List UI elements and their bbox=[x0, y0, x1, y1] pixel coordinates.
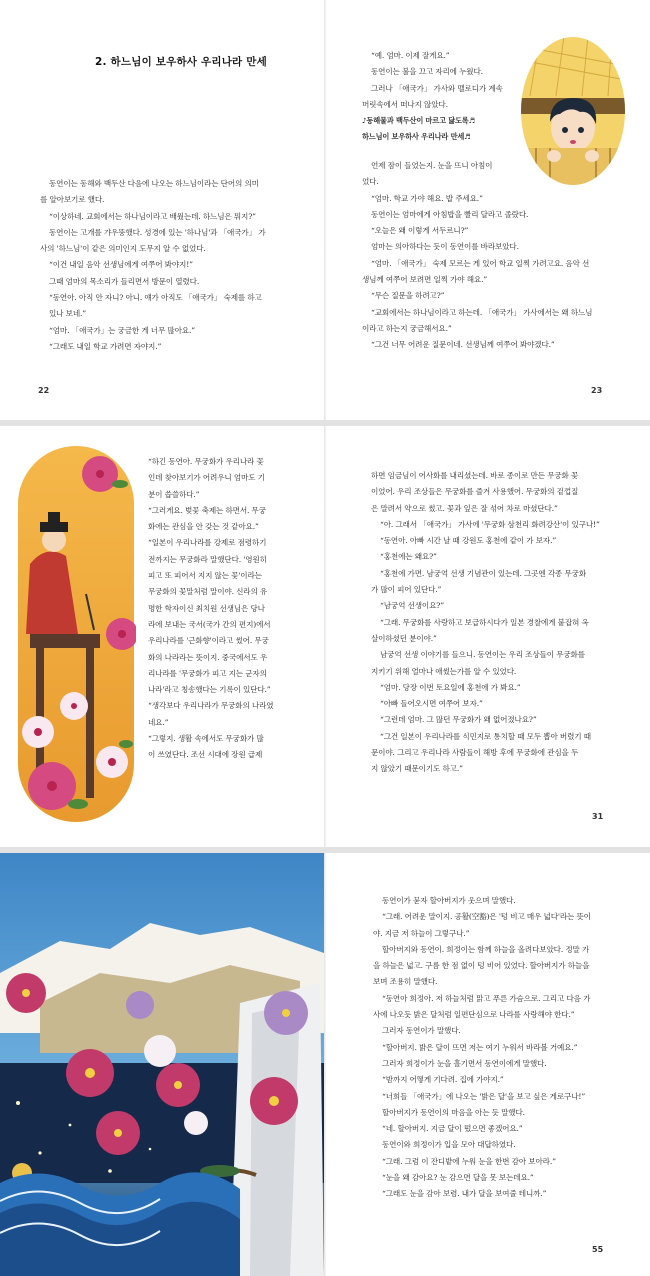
paragraph: 화에는 관심을 안 갖는 것 같아요.” bbox=[148, 522, 259, 532]
paragraph: “눈을 왜 감아요? 눈 감으면 달을 못 보는데요.” bbox=[382, 1173, 534, 1183]
paragraph: 리나라를 '무궁화가 피고 지는 군자의 bbox=[148, 668, 267, 678]
paragraph: 동연이는 엄마에게 아침밥을 빨리 달라고 졸랐다. bbox=[371, 209, 529, 219]
paragraph: 분이 씁쓸하다.” bbox=[148, 489, 200, 499]
paragraph: “일본이 우리나라를 강제로 점령하기 bbox=[148, 538, 267, 548]
mugunghwa-scholar-illustration bbox=[16, 444, 136, 826]
paragraph: “그래. 그럼 이 잔디밭에 누워 눈을 한번 감아 보아라.” bbox=[382, 1156, 556, 1166]
page-23-body-continued bbox=[362, 158, 592, 354]
paragraph: 라에 보내는 국서(국가 간의 편지)에서 bbox=[148, 619, 271, 629]
paragraph: 그때 엄마의 목소리가 들리면서 방문이 열렸다. bbox=[49, 276, 200, 286]
paragraph: 보며 조용히 말했다. bbox=[373, 977, 438, 987]
page-number: 22 bbox=[38, 386, 50, 395]
paragraph: 살이하셨던 분이야.” bbox=[371, 633, 437, 643]
paragraph: 은 말려서 약으로 썼고. 꽃과 잎은 잘 섞어 차로 마셨단다.” bbox=[371, 503, 558, 513]
paragraph: “엄마. 「애국가」는 궁금한 게 너무 많아요.” bbox=[49, 325, 195, 335]
paragraph: “밤까지 어떻게 기다려. 집에 가야지.” bbox=[382, 1075, 504, 1085]
paragraph: “그건 너무 어려운 질문이네. 선생님께 여쭈어 봐야겠다.” bbox=[371, 340, 555, 350]
paragraph: “이건 내일 음악 선생님에게 여쭈어 봐야지!” bbox=[49, 260, 193, 270]
paragraph: 동연이는 불을 끄고 자리에 누웠다. bbox=[371, 67, 483, 77]
paragraph: 우리나라를 '근화향'이라고 썼어. 무궁 bbox=[148, 636, 269, 646]
paragraph: “이상하네. 교회에서는 하나님이라고 배웠는데. 하느님은 뭐지?” bbox=[49, 211, 256, 221]
paragraph: “동연아 희정아. 저 하늘처럼 맑고 푸른 가슴으로. 그리고 다음 가 bbox=[382, 993, 591, 1003]
paragraph: “예. 엄마. 이제 잘게요.” bbox=[371, 51, 450, 60]
paragraph: “할아버지. 밝은 달이 뜨면 저는 여기 누워서 바라볼 거예요.” bbox=[382, 1042, 578, 1052]
spread-pages-54-55 bbox=[0, 853, 650, 1276]
paragraph: 인데 찾아보기가 어려우니 엄마도 기 bbox=[148, 473, 265, 483]
page-number: 23 bbox=[591, 386, 603, 395]
paragraph: “네. 할아버지. 지금 달이 떴으면 좋겠어요.” bbox=[382, 1124, 523, 1134]
page-23-body bbox=[362, 48, 503, 146]
paragraph: 지키기 위해 얼마나 애썼는가를 알 수 있었다. bbox=[371, 666, 517, 676]
paragraph: “너희들 「애국가」에 나오는 '밝은 달'을 보고 싶은 게로구나!” bbox=[382, 1091, 586, 1101]
paragraph: “그렇지. 생활 속에서도 무궁화가 많 bbox=[148, 734, 264, 744]
boy-in-bed-illustration bbox=[520, 36, 626, 186]
spread-pages-22-23 bbox=[0, 0, 650, 420]
paragraph: “생각보다 우리나라가 무궁화의 나라였 bbox=[148, 701, 274, 711]
paragraph: 을 하늘은 넓고. 구름 한 점 없이 텅 비어 있었다. 할아버지가 하늘을 bbox=[373, 961, 590, 971]
paragraph: 그러자 동연이가 말했다. bbox=[382, 1026, 461, 1036]
paragraph: 그러나 「애국가」 가사와 멜로디가 계속 bbox=[371, 83, 503, 93]
paragraph: “홍천에 가면. 남궁억 선생 기념관이 있는데. 그곳엔 각종 무궁화 bbox=[380, 568, 587, 578]
paragraph: 무궁화의 꽃말처럼 말이야. 신라의 유 bbox=[148, 587, 268, 597]
paragraph: 야. 지금 저 하늘이 그렇구나.” bbox=[373, 928, 470, 938]
paragraph: 남궁억 선생 이야기를 들으니. 동연이는 우리 조상들이 무궁화를 bbox=[380, 650, 585, 660]
paragraph: 문이야. 그리고 우리나라 사람들이 해방 후에 무궁화에 관심을 두 bbox=[371, 748, 579, 758]
paragraph: 이라고 하는지 궁금해서요.” bbox=[362, 323, 452, 333]
paragraph: “동연아. 아직 안 자니? 아니. 얘가 아직도 「애국가」 숙제를 하고 bbox=[49, 293, 262, 303]
paragraph: “그런데 엄마. 그 많던 무궁화가 왜 없어졌나요?” bbox=[380, 715, 537, 725]
paragraph: 사에 나오듯 밝은 달처럼 일편단심으로 나라를 사랑해야 한다.” bbox=[373, 1010, 575, 1020]
song-lyric: ♪동해물과 백두산이 마르고 닳도록♬ bbox=[362, 116, 475, 126]
paragraph: “엄마. 당장 이번 토요일에 홍천에 가 봐요.” bbox=[380, 682, 521, 692]
paragraph: “그래도 눈을 감아 보렴. 내가 달을 보여줄 테니까.” bbox=[382, 1189, 547, 1199]
paragraph: 할아버지와 동연이. 희정이는 함께 하늘을 올려다보았다. 정말 가 bbox=[382, 944, 590, 954]
paragraph: “그래도 내일 학교 가려면 자야지.” bbox=[49, 341, 162, 351]
paragraph: “그건 일본이 우리나라를 식민지로 통치할 때 모두 뽑아 버렸기 때 bbox=[380, 731, 591, 741]
song-lyric: 하느님이 보우하사 우리나라 만세♬ bbox=[362, 132, 471, 142]
paragraph: “아. 그래서 「애국가」 가사에 '무궁화 삼천리 화려강산'이 있구나!” bbox=[380, 519, 600, 529]
page-22-body bbox=[40, 176, 266, 355]
paragraph: 나라'라고 칭송했다는 기록이 있단다.” bbox=[148, 685, 271, 695]
paragraph: 이었어. 우리 조상들은 무궁화를 즐겨 사용했어. 무궁화의 겉껍질 bbox=[371, 487, 579, 497]
paragraph: 동연이는 동해와 백두산 다음에 나오는 하느님이라는 단어의 의미 bbox=[49, 179, 259, 188]
paragraph: 언제 잠이 들었는지. 눈을 뜨니 아침이 bbox=[371, 161, 493, 170]
paragraph: 머릿속에서 떠나지 않았다. bbox=[362, 99, 448, 109]
page-number: 31 bbox=[592, 812, 604, 821]
spread-pages-30-31 bbox=[0, 426, 650, 847]
paragraph: 사의 '하느님'이 같은 의미인지 도무지 알 수 없었다. bbox=[40, 244, 206, 254]
paragraph: 를 알아보기로 했다. bbox=[40, 195, 105, 205]
paragraph: 이 쓰였단다. 조선 시대에 장원 급제 bbox=[148, 750, 263, 760]
paragraph: 하면 임금님이 어사화를 내리셨는데. 바로 종이로 만든 무궁화 꽃 bbox=[371, 471, 579, 480]
page-30-body bbox=[148, 454, 274, 764]
chapter-title: 2. 하느님이 보우하사 우리나라 만세 bbox=[95, 56, 267, 68]
page-number: 55 bbox=[592, 1245, 604, 1254]
paragraph: 화의 나라라는 뜻이지. 중국에서도 우 bbox=[148, 652, 268, 662]
paragraph: 가 많이 피어 있단다.” bbox=[371, 585, 442, 595]
paragraph: 었다. bbox=[362, 177, 379, 187]
paragraph: “무슨 질문을 하려고?” bbox=[371, 291, 445, 301]
paragraph: 있나 보네.” bbox=[49, 309, 87, 319]
paragraph: 동연이는 고개를 갸우뚱했다. 성경에 있는 '하나님'과 「애국가」 가 bbox=[49, 227, 266, 237]
paragraph: 전까지는 무궁화라 말했단다. '영원히 bbox=[148, 554, 267, 564]
paragraph: “그래. 어려운 말이지. 공활(空豁)은 '텅 비고 매우 넓다'라는 뜻이 bbox=[382, 912, 591, 922]
mountain-sky-illustration bbox=[0, 853, 324, 1276]
paragraph: “엄마. 학교 가야 해요. 밥 주세요.” bbox=[371, 193, 483, 203]
paragraph: “아빠 들어오시면 여쭈어 보자.” bbox=[380, 699, 483, 709]
page-31-body bbox=[371, 468, 600, 778]
paragraph: 피고 또 피어서 지지 않는 꽃'이라는 bbox=[148, 571, 262, 581]
paragraph: “하긴 동연아. 무궁화가 우리나라 꽃 bbox=[148, 457, 264, 466]
paragraph: “동연아. 아빠 시간 날 때 강원도 홍천에 같이 가 보자.” bbox=[380, 536, 557, 546]
paragraph: 지 않았기 때문이기도 하고.” bbox=[371, 764, 463, 774]
paragraph: 생님께 여쭈어 보려면 일찍 가야 해요.” bbox=[362, 275, 488, 285]
paragraph: 동연이와 희정이가 입을 모아 대답하였다. bbox=[382, 1140, 516, 1150]
paragraph: 명한 학자이신 최치원 선생님은 당나 bbox=[148, 603, 265, 613]
paragraph: 네요.” bbox=[148, 717, 169, 727]
page-55-body bbox=[373, 893, 591, 1203]
paragraph: 할아버지가 동연이의 마음을 아는 듯 말했다. bbox=[382, 1107, 525, 1117]
paragraph: 그러자 희정이가 눈을 흘기면서 동연이에게 말했다. bbox=[382, 1058, 547, 1068]
paragraph: 엄마는 의아하다는 듯이 동연이를 바라보았다. bbox=[371, 242, 519, 252]
paragraph: “그러게요. 벚꽃 축제는 하면서. 무궁 bbox=[148, 505, 266, 515]
paragraph: “엄마. 「애국가」 숙제 모르는 게 있어 학교 일찍 가려고요. 음악 선 bbox=[371, 258, 590, 268]
paragraph: “홍천에는 왜요?” bbox=[380, 552, 437, 562]
paragraph: “그래. 무궁화를 사랑하고 보급하시다가 일본 경찰에게 붙잡혀 옥 bbox=[380, 617, 589, 627]
paragraph: 동연이가 묻자 할아버지가 웃으며 말했다. bbox=[382, 896, 516, 905]
paragraph: “교회에서는 하나님이라고 하는데. 「애국가」 가사에서는 왜 하느님 bbox=[371, 307, 593, 317]
paragraph: “남궁억 선생이요?” bbox=[380, 601, 444, 611]
paragraph: “오늘은 왜 이렇게 서두르니?” bbox=[371, 226, 469, 236]
